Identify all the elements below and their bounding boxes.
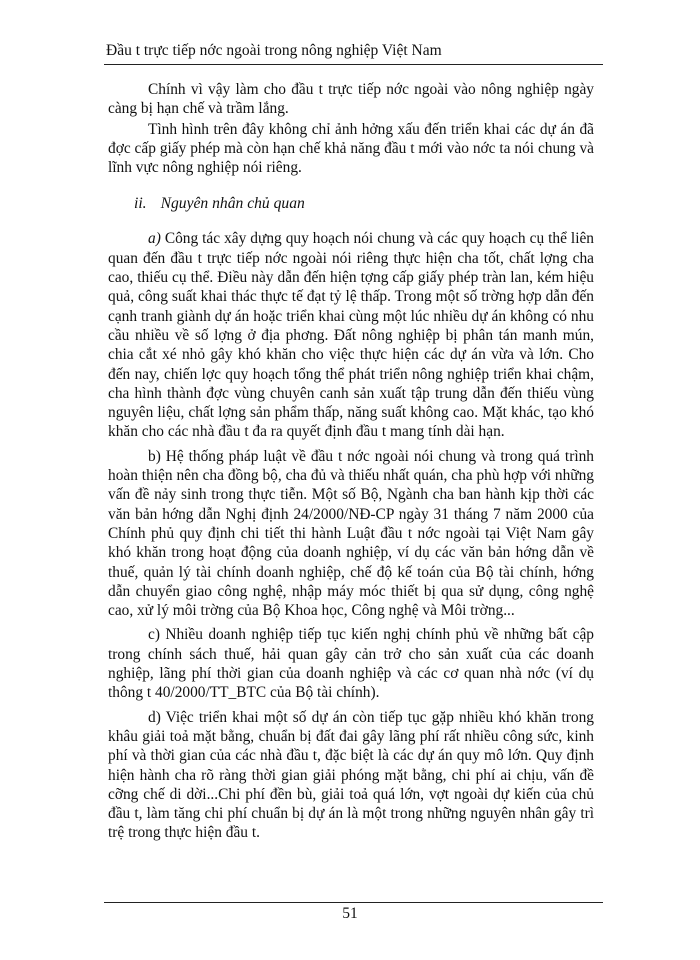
paragraph-2: Tình hình trên đây không chỉ ảnh hởng xấu đến triển khai các dự án đã đợc cấp giấy phép mà còn hạn chế khả năng đầu t mới vào nớc ta nói chung và lĩnh vực nông nghiệp nói riêng.: [108, 120, 594, 177]
item-a-text: Công tác xây dựng quy hoạch nói chung và các quy hoạch cụ thể liên quan đến đầu t trực tiếp nớc ngoài nói riêng thực hiện cha tốt, chất lợng cha cao, thiếu cụ thể. Điều này dẫn đến hiện tợng cấp giấy phép tràn lan, kém hiệu quả, công suất khai thác thực tế đạt tỷ lệ thấp. Trong một số trờng hợp dẫn đến cạnh tranh giành dự án hoặc triển khai cùng một lúc nhiều dự án không có nhu cầu nhiều về số lợng ở địa phơng. Đất nông nghiệp bị phân tán manh mún, chia cắt xé nhỏ gây khó khăn cho việc thực hiện các dự án vừa và lớn. Cho đến nay, chiến lợc quy hoạch tổng thể phát triển nông nghiệp triển khai chậm, cha hình thành đợc vùng chuyên canh sản xuất tập trung dẫn đến thiếu vùng nguyên liệu, chất lợng sản phẩm thấp, năng suất không cao. Mặt khác, tạo khó khăn cho các nhà đầu t đa ra quyết định đầu t mang tính dài hạn.: [108, 230, 594, 441]
section-heading: [108, 194, 594, 213]
item-a-lead: a): [148, 230, 161, 248]
header-divider: [104, 64, 603, 65]
section-number: ii.: [134, 195, 147, 213]
item-a: [108, 229, 594, 441]
paragraph-1: Chính vì vậy làm cho đầu t trực tiếp nớc ngoài vào nông nghiệp ngày càng bị hạn chế và trầm lắng.: [108, 81, 594, 118]
section-title: Nguyên nhân chủ quan: [160, 195, 305, 213]
footer-divider: [104, 902, 603, 903]
running-header: Đầu t trực tiếp nớc ngoài trong nông nghiệp Việt Nam: [106, 42, 442, 59]
item-d: d) Việc triển khai một số dự án còn tiếp tục gặp nhiều khó khăn trong khâu giải toả mặt bằng, chuẩn bị đất đai gây lãng phí rất nhiều công sức, kinh phí và thời gian của các nhà đầu t, đặc biệt là các dự án quy mô lớn. Quy định hiện hành cha rõ ràng thời gian giải phóng mặt bằng, chi phí ai chịu, vấn đề cỡng chế di dời...Chi phí đền bù, giải toả quá lớn, vợt ngoài dự kiến của chủ đầu t, làm tăng chi phí chuẩn bị dự án là một trong những nguyên nhân gây trì trệ trong thực hiện đầu t.: [108, 708, 594, 842]
page-body: [108, 80, 594, 843]
page-number: 51: [342, 905, 358, 922]
item-b: b) Hệ thống pháp luật về đầu t nớc ngoài nói chung và trong quá trình hoàn thiện nên cha đồng bộ, cha đủ và thiếu nhất quán, cha phù hợp với những vấn đề nảy sinh trong thực tiễn. Một số Bộ, Ngành cha ban hành kịp thời các văn bản hớng dẫn Nghị định 24/2000/NĐ-CP ngày 31 tháng 7 năm 2000 của Chính phủ quy định chi tiết thi hành Luật đầu t nớc ngoài tại Việt Nam gây khó khăn trong hoạt động của doanh nghiệp, ví dụ các văn bản hớng dẫn về thuế, quản lý tài chính doanh nghiệp, chế độ kế toán của Bộ tài chính, hớng dẫn chuyển giao công nghệ, nhập máy móc thiết bị qua sử dụng, công nghệ cao, xử lý môi trờng của Bộ Khoa học, Công nghệ và Môi trờng...: [108, 447, 594, 620]
item-c: c) Nhiều doanh nghiệp tiếp tục kiến nghị chính phủ về những bất cập trong chính sách thuế, hải quan gây cản trở cho sản xuất của các doanh nghiệp, lãng phí thời gian của doanh nghiệp và các cơ quan nhà nớc (ví dụ thông t 40/2000/TT_BTC của Bộ tài chính).: [108, 626, 594, 702]
